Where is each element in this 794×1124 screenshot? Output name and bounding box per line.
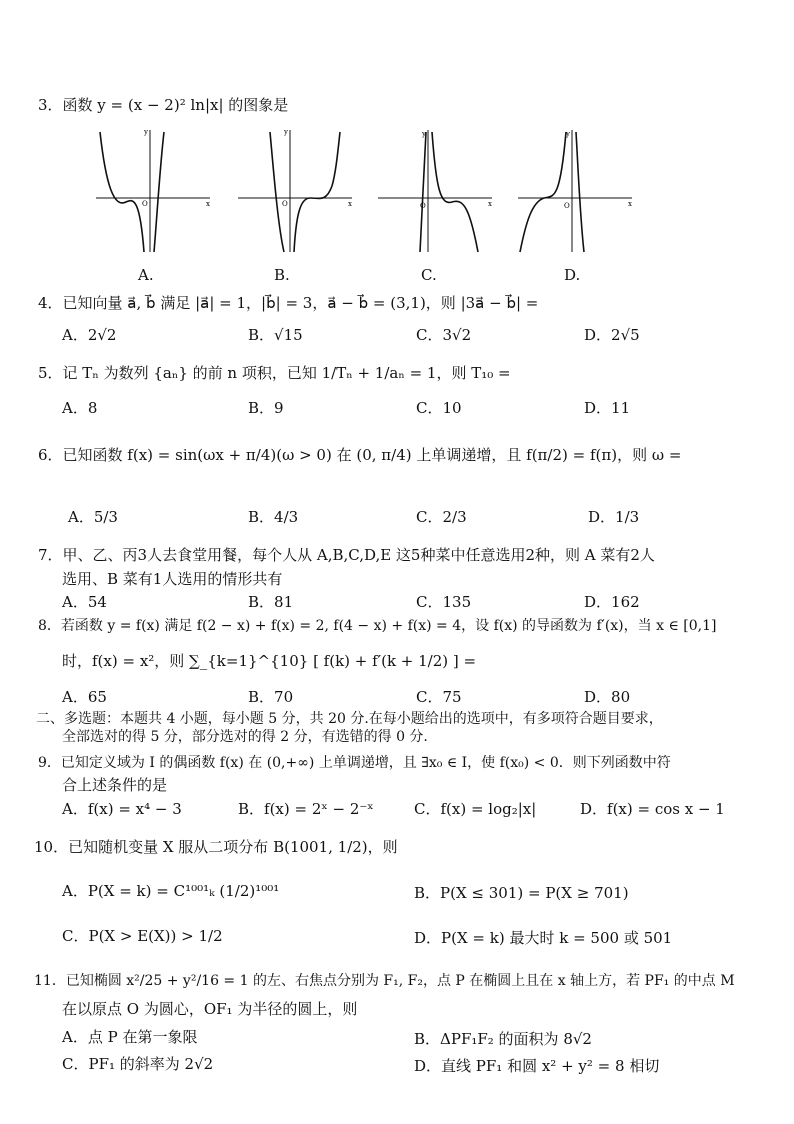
graph-a-label: A. (138, 266, 154, 284)
q11-stem-line2: 在以原点 O 为圆心，OF₁ 为半径的圆上，则 (62, 1000, 358, 1018)
graph-d-label: D. (564, 266, 581, 284)
q6-option-b[interactable]: B．4/3 (248, 508, 299, 526)
graph-d-x-label: x (628, 200, 632, 208)
graph-c-y-label: y (422, 130, 426, 138)
q9-option-a[interactable]: A．f(x) = x⁴ − 3 (62, 800, 182, 818)
q4-option-c[interactable]: C．3√2 (416, 326, 472, 344)
q3-stem: 3．函数 y = (x − 2)² ln|x| 的图象是 (38, 96, 289, 114)
graph-a (92, 126, 212, 254)
q9-stem-line2: 合上述条件的是 (62, 776, 168, 794)
q6-option-d[interactable]: D．1/3 (588, 508, 640, 526)
graph-c-label: C. (421, 266, 437, 284)
graph-d (514, 126, 634, 254)
q10-stem: 10．已知随机变量 X 服从二项分布 B(1001, 1/2)，则 (34, 838, 398, 856)
q9-option-c[interactable]: C．f(x) = log₂|x| (414, 800, 537, 818)
q8-option-a[interactable]: A．65 (62, 688, 107, 706)
q9-option-b[interactable]: B．f(x) = 2ˣ − 2⁻ˣ (238, 800, 374, 818)
graph-c (374, 126, 494, 254)
graph-a-y-label: y (144, 128, 148, 136)
q7-option-d[interactable]: D．162 (584, 593, 640, 611)
q9-stem-line1: 9．已知定义域为 I 的偶函数 f(x) 在 (0,+∞) 上单调递增，且 ∃x₀ ∈ I，使 f(x₀) < 0．则下列函数中符 (38, 755, 671, 771)
q5-option-c[interactable]: C．10 (416, 399, 462, 417)
q5-option-b[interactable]: B．9 (248, 399, 284, 417)
section2-instructions-line2: 全部选对的得 5 分，部分选对的得 2 分，有选错的得 0 分. (62, 729, 428, 745)
graph-b-label: B. (274, 266, 290, 284)
q6-option-c[interactable]: C．2/3 (416, 508, 467, 526)
graph-b-origin-label: O (282, 200, 288, 208)
q10-option-c[interactable]: C．P(X > E(X)) > 1/2 (62, 927, 223, 945)
q10-option-d[interactable]: D．P(X = k) 最大时 k = 500 或 501 (414, 929, 673, 947)
q11-option-d[interactable]: D．直线 PF₁ 和圆 x² + y² = 8 相切 (414, 1057, 660, 1075)
q11-stem-line1: 11．已知椭圆 x²/25 + y²/16 = 1 的左、右焦点分别为 F₁, F₂，点 P 在椭圆上且在 x 轴上方，若 PF₁ 的中点 M (34, 973, 735, 989)
q4-stem: 4．已知向量 a⃗, b⃗ 满足 |a⃗| = 1，|b⃗| = 3，a⃗ − b⃗ = (3,1)，则 |3a⃗ − b⃗| = (38, 294, 539, 312)
q7-stem-line1: 7．甲、乙、丙3人去食堂用餐，每个人从 A,B,C,D,E 这5种菜中任意选用2种，则 A 菜有2人 (38, 546, 655, 564)
q9-option-d[interactable]: D．f(x) = cos x − 1 (580, 800, 725, 818)
graph-b-x-label: x (348, 200, 352, 208)
q11-option-a[interactable]: A．点 P 在第一象限 (62, 1028, 198, 1046)
q5-stem: 5．记 Tₙ 为数列 {aₙ} 的前 n 项积，已知 1/Tₙ + 1/aₙ = 1，则 T₁₀ = (38, 364, 511, 382)
q10-option-a[interactable]: A．P(X = k) = C¹⁰⁰¹ₖ (1/2)¹⁰⁰¹ (62, 882, 280, 900)
q11-option-b[interactable]: B．ΔPF₁F₂ 的面积为 8√2 (414, 1030, 592, 1048)
q6-option-a[interactable]: A．5/3 (68, 508, 118, 526)
q4-option-a[interactable]: A．2√2 (62, 326, 117, 344)
q7-option-a[interactable]: A．54 (62, 593, 107, 611)
q8-option-d[interactable]: D．80 (584, 688, 631, 706)
graph-c-x-label: x (488, 200, 492, 208)
q8-option-c[interactable]: C．75 (416, 688, 462, 706)
q8-option-b[interactable]: B．70 (248, 688, 294, 706)
q5-option-d[interactable]: D．11 (584, 399, 631, 417)
graph-c-origin-label: O (420, 202, 426, 210)
q6-stem: 6．已知函数 f(x) = sin(ωx + π/4)(ω > 0) 在 (0, π/4) 上单调递增，且 f(π/2) = f(π)，则 ω = (38, 446, 682, 464)
q10-option-b[interactable]: B．P(X ≤ 301) = P(X ≥ 701) (414, 884, 629, 902)
graph-d-y-label: y (566, 130, 570, 138)
graph-a-origin-label: O (142, 200, 148, 208)
q4-option-d[interactable]: D．2√5 (584, 326, 640, 344)
section2-instructions-line1: 二、多选题：本题共 4 小题，每小题 5 分，共 20 分.在每小题给出的选项中，有多项符合题目要求， (36, 711, 663, 727)
graph-b-y-label: y (284, 128, 288, 136)
q11-option-c[interactable]: C．PF₁ 的斜率为 2√2 (62, 1055, 214, 1073)
q5-option-a[interactable]: A．8 (62, 399, 98, 417)
q4-option-b[interactable]: B．√15 (248, 326, 303, 344)
q8-stem-line1: 8．若函数 y = f(x) 满足 f(2 − x) + f(x) = 2, f(4 − x) + f(x) = 4，设 f(x) 的导函数为 f′(x)，当 x ∈ [0,1] (38, 618, 717, 634)
graph-d-origin-label: O (564, 202, 570, 210)
q7-stem-line2: 选用、B 菜有1人选用的情形共有 (62, 570, 283, 588)
q8-stem-line2: 时，f(x) = x²，则 ∑_{k=1}^{10} [ f(k) + f′(k + 1/2) ] = (62, 652, 477, 670)
graph-a-x-label: x (206, 200, 210, 208)
q7-option-c[interactable]: C．135 (416, 593, 472, 611)
graph-b (234, 126, 354, 254)
q7-option-b[interactable]: B．81 (248, 593, 294, 611)
